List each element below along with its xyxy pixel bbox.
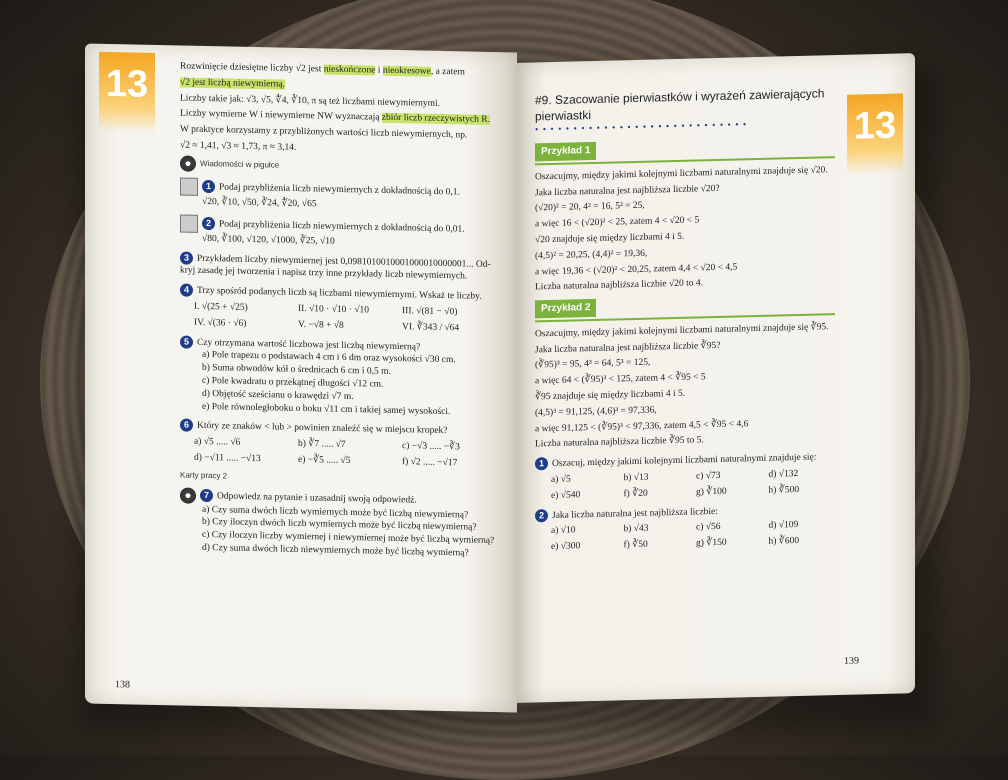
calculator-icon: [180, 177, 198, 195]
exercise-r2: 2 Jaka liczba naturalna jest najbliższa liczbie: a) √10 b) √43 c) √56 d) √109 e) √300 f) ∛50 g) ∛150 h) ∛600: [535, 502, 835, 555]
intro-line-1: Rozwinięcie dziesiętne liczby √2 jest nieskończone i nieokresowe, a zatem: [180, 61, 465, 78]
right-page-content: #9. Szacowanie pierwiastków i wyrażeń zawierających pierwiastki • • • • • • • • • • • • • • • • • • • • • • • • • • • • Przykład 1 Oszacujmy, między jakimi kolejnymi liczbami naturalnymi znajduje się √20. Jaka liczba naturalna jest najbliższa liczbie √20? (√20)² = 20, 4² = 16, 5² = 25, a więc 16 < (√20)² < 25, zatem 4 < √20 < 5 √20 znajduje się między liczbami 4 i 5. (4,5)² = 20,25, (4,4)² = 19,36, a więc 19,36 < (√20)² < 20,25, zatem 4,4 < √20 < 4,5 Liczba naturalna najbliższa liczbie √20 to 4. Przykład 2 Oszacujmy, między jakimi kolejnymi liczbami naturalnymi znajduje się ∛95. Jaka liczba naturalna jest najbliższa liczbie ∛95? (∛95)³ = 95, 4³ = 64, 5³ = 125, a więc 64 < (∛95)³ < 125, zatem 4 < ∛95 < 5 ∛95 znajduje się między liczbami 4 i 5. (4,5)³ = 91,125, (4,6)³ = 97,336, a więc 91,125 < (∛95)³ < 97,336, zatem 4,5 < ∛95 < 4,6 Liczba naturalna najbliższa liczbie ∛95 to 5. 1 Oszacuj, między jakimi kolejnymi liczbami naturalnymi znajduje się: a) √5 b) √13 c) √73 d) √132 e) √540 f) ∛20 g) ∛100 h) ∛500 2 Jaka liczba naturalna jest najbliższa liczbie: a) √10 b) √43 c) √56 d) √109 e) √300 f) ∛50 g) ∛150 h) ∛600: [535, 85, 835, 560]
exercise-r1: 1 Oszacuj, między jakimi kolejnymi liczbami naturalnymi znajduje się: a) √5 b) √13 c) √73 d) √132 e) √540 f) ∛20 g) ∛100 h) ∛500: [535, 450, 835, 503]
pill-notes[interactable]: Wiadomości w pigułce: [180, 155, 500, 178]
exercise-6: 6 Który ze znaków < lub > powinien znaleźć się w miejscu kropek? a) √5 ..... √6 b) ∛7 ..... √7 c) −√3 ..... −∛3 d) −√11 ..... −√13 e) −∛5 ..... √5 f) √2 ..... −√17: [180, 419, 500, 471]
page-number-left: 138: [115, 679, 130, 691]
example-1: Przykład 1 Oszacujmy, między jakimi kolejnymi liczbami naturalnymi znajduje się √20. Jaka liczba naturalna jest najbliższa liczbie √20? (√20)² = 20, 4² = 16, 5² = 25, a więc 16 < (√20)² < 25, zatem 4 < √20 < 5 √20 znajduje się między liczbami 4 i 5. (4,5)² = 20,25, (4,4)² = 19,36, a więc 19,36 < (√20)² < 20,25, zatem 4,4 < √20 < 4,5 Liczba naturalna najbliższa liczbie √20 to 4.: [535, 136, 835, 294]
exercise-4: 4 Trzy spośród podanych liczb są liczbami niewymiernymi. Wskaż te liczby. I. √(25 + √25) II. √10 · √10 · √10 III. √(81 − √0) IV. √(36 · √6) V. −√8 + √8 VI. ∛343 / √64: [180, 284, 500, 336]
cd-icon: [180, 155, 196, 171]
exercise-2: 2 Podaj przybliżenia liczb niewymiernych z dokładnością do 0,01. √80, ∛100, √120, √1000, ∛25, √10: [180, 214, 500, 252]
right-page: [517, 53, 915, 703]
chapter-tab-right: 13: [847, 93, 903, 174]
page-number-right: 139: [844, 655, 859, 667]
section-title: #9. Szacowanie pierwiastków i wyrażeń zawierających pierwiastki: [535, 86, 825, 124]
example-2: Przykład 2 Oszacujmy, między jakimi kolejnymi liczbami naturalnymi znajduje się ∛95. Jaka liczba naturalna jest najbliższa liczbie ∛95? (∛95)³ = 95, 4³ = 64, 5³ = 125, a więc 64 < (∛95)³ < 125, zatem 4 < ∛95 < 5 ∛95 znajduje się między liczbami 4 i 5. (4,5)³ = 91,125, (4,6)³ = 97,336, a więc 91,125 < (∛95)³ < 97,336, zatem 4,5 < ∛95 < 4,6 Liczba naturalna najbliższa liczbie ∛95 to 5.: [535, 293, 835, 451]
calculator-icon: [180, 214, 198, 232]
exercise-1: 1 Podaj przybliżenia liczb niewymiernych z dokładnością do 0,1. √20, ∛10, √50, ∛24, ∜20, √65: [180, 177, 500, 215]
left-page: [85, 43, 517, 712]
worksheet-link[interactable]: Karty pracy 2: [180, 470, 228, 481]
exercise-5: 5 Czy otrzymana wartość liczbowa jest liczbą niewymierną? a) Pole trapezu o podstawach 4 cm i 6 dm oraz wysokości √30 cm. b) Suma obwodów kół o średnicach 6 cm i 0,5 m. c) Pole kwadratu o przekątnej długości √12 cm. d) Objętość sześcianu o krawędzi √7 m. e) Pole równoległoboku o boku √11 cm i takiej samej wysokości.: [180, 335, 500, 420]
exercise-3: 3 Przykładem liczby niewymiernej jest 0,0981010010001000010000001... Od-kryj zasadę jej tworzenia i napisz trzy inne przykłady liczb niewymiernych.: [180, 252, 491, 282]
left-page-content: Rozwinięcie dziesiętne liczby √2 jest nieskończone i nieokresowe, a zatem √2 jest liczbą niewymierną. Liczby takie jak: √3, √5, ∜4, ∛10, π są też liczbami niewymiernymi. Liczby wymierne W i niewymierne NW wyznaczają zbiór liczb rzeczywistych R. W praktyce korzystamy z przybliżonych wartości liczb niewymiernych, np. √2 ≈ 1,41, √3 ≈ 1,73, π ≈ 3,14. Wiadomości w pigułce 1 Podaj przybliżenia liczb niewymiernych z dokładnością do 0,1. √20, ∛10, √50, ∛24, ∜20, √65 2 Podaj przybliżenia liczb niewymiernych z dokładnością do 0,01. √80, ∛100, √120, √1000, ∛25, √10 3 Przykładem liczby niewymiernej jest 0,0981010010001000010000001... Od-kryj zasadę jej tworzenia i napisz trzy inne przykłady liczb niewymiernych. 4 Trzy spośród podanych liczb są liczbami niewymiernymi. Wskaż te liczby. I. √(25 + √25) II. √10 · √10 · √10 III. √(81 − √0) IV. √(36 · √6) V. −√8 + √8 VI. ∛343 / √64 5 Czy otrzymana wartość liczbowa jest liczbą niewymierną? a) Pole trapezu o podstawach 4 cm i 6 dm oraz wysokości √30 cm. b) Suma obwodów kół o średnicach 6 cm i 0,5 m. c) Pole kwadratu o przekątnej długości √12 cm. d) Objętość sześcianu o krawędzi √7 m. e) Pole równoległoboku o boku √11 cm i takiej samej wysokości. 6 Który ze znaków < lub > powinien znaleźć się w miejscu kropek? a) √5 ..... √6 b) ∛7 ..... √7 c) −√3 ..... −∛3 d) −√11 ..... −√13 e) −∛5 ..... √5 f) √2 ..... −√17 Karty pracy 2 7 Odpowiedz na pytanie i uzasadnij swoją odpowiedź. a) Czy suma dwóch liczb wymiernych może być liczbą niewymierną? b) Czy iloczyn dwóch liczb wymiernych może być liczbą niewymierną? c) Czy iloczyn liczby wymiernej i niewymiernej może być liczbą wymierną? d) Czy suma dwóch liczb niewymiernych może być liczbą wymierną?: [180, 57, 500, 567]
exercise-7: 7 Odpowiedz na pytanie i uzasadnij swoją odpowiedź. a) Czy suma dwóch liczb wymiernych może być liczbą niewymierną? b) Czy iloczyn dwóch liczb wymiernych może być liczbą niewymierną? c) Czy iloczyn liczby wymiernej i niewymiernej może być liczbą wymierną? d) Czy suma dwóch liczb niewymiernych może być liczbą wymierną?: [180, 487, 500, 561]
spiral-icon: [180, 487, 196, 503]
chapter-tab-left: 13: [99, 52, 155, 133]
